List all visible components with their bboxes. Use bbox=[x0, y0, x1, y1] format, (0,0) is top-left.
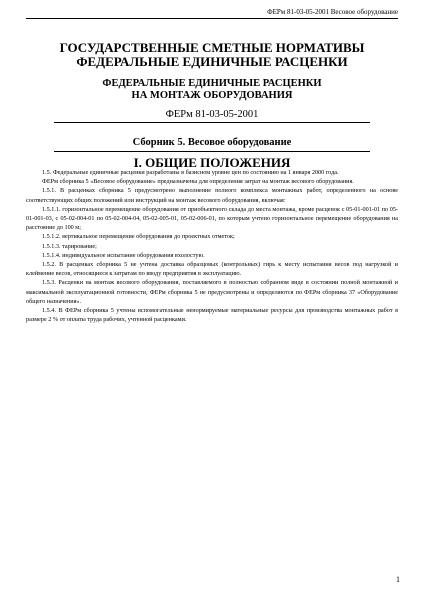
collection-title: Сборник 5. Весовое оборудование bbox=[132, 137, 292, 148]
body-text bbox=[26, 168, 398, 324]
section-heading: I. ОБЩИЕ ПОЛОЖЕНИЯ bbox=[133, 155, 291, 170]
subtitle-line-2: НА МОНТАЖ ОБОРУДОВАНИЯ bbox=[131, 90, 293, 101]
collection-underline-rule bbox=[54, 151, 370, 152]
paragraph: 1.5.4. В ФЕРм сборника 5 учтены вспомогательные ненормируемые материальные ресурсы для производства монтажных работ в размере 2 % от оплаты труда рабочих, учтенной расценками. bbox=[26, 307, 398, 324]
main-title-line-2: ФЕДЕРАЛЬНЫЕ ЕДИНИЧНЫЕ РАСЦЕНКИ bbox=[76, 54, 348, 69]
main-title-line-1: ГОСУДАРСТВЕННЫЕ СМЕТНЫЕ НОРМАТИВЫ bbox=[59, 40, 365, 55]
document-code: ФЕРм 81-03-05-2001 bbox=[165, 109, 259, 120]
header-rule bbox=[26, 18, 398, 19]
running-header: ФЕРм 81-03-05-2001 Весовое оборудование bbox=[267, 8, 398, 16]
paragraph: 1.5.2. В расценках сборника 5 не учтена доставка образцовых (контрольных) гирь к месту испытания весов под нагрузкой и клеймение весов, относящиеся к затратам по вводу предприятия в эксплуатацию. bbox=[26, 261, 398, 278]
code-underline-rule bbox=[54, 122, 370, 123]
paragraph: 1.5. Федеральные единичные расценки разработаны в базисном уровне цен по состоянию на 1 января 2000 года. bbox=[42, 169, 339, 176]
paragraph: 1.5.1.2. вертикальное перемещение оборудования до проектных отметок; bbox=[42, 233, 235, 241]
subtitle-line-1: ФЕДЕРАЛЬНЫЕ ЕДИНИЧНЫЕ РАСЦЕНКИ bbox=[102, 78, 322, 89]
paragraph: 1.5.3. Расценки на монтаж весового оборудования, поставляемого в полностью собранном виде в состоянии полной монтажной и максимальной эксплуатационной готовности, ФЕРм сборника 5 не предусмотрены и определяются по ФЕРм сборника 37 «Оборудование общего назначения». bbox=[26, 279, 398, 305]
paragraph: ФЕРм сборника 5 «Весовое оборудование» предназначены для определения затрат на монтаж весового оборудования. bbox=[42, 178, 354, 186]
paragraph: 1.5.1.3. тарирование; bbox=[42, 242, 97, 250]
paragraph: 1.5.1. В расценках сборника 5 предусмотрено выполнение полного комплекса монтажных работ, определенного на основе соответствующих общих положений или инструкций на монтаж весового оборудования, включая: bbox=[26, 187, 398, 204]
paragraph: 1.5.1.4. индивидуальное испытание оборудования вхолостую. bbox=[42, 251, 205, 259]
page-number: 1 bbox=[396, 575, 400, 584]
paragraph: 1.5.1.1. горизонтальное перемещение оборудования от приобъектного склада до места монтажа, кроме расценок с 05-01-001-01 по 05-01-001-03, с 05-02-004-01 по 05-02-004-04, 05-02-005-01, 05-02-006-01, по которым учтено горизонтальное перемещение оборудования на расстояние до 100 м; bbox=[26, 205, 398, 232]
